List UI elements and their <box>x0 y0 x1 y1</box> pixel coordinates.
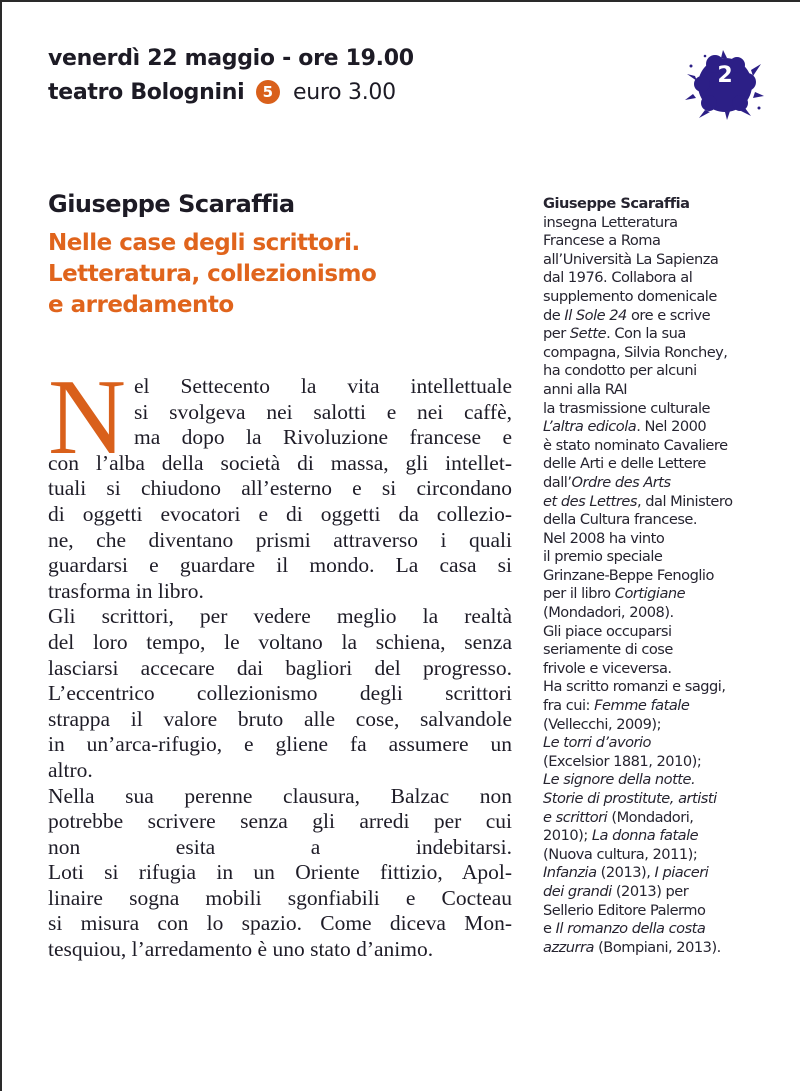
article-line: con l’alba della società di massa, gli intellet- <box>48 450 512 475</box>
bio-line <box>543 585 798 604</box>
author-name: Giuseppe Scaraffia <box>48 190 295 218</box>
talk-title-line: Nelle case degli scrittori. <box>48 230 360 256</box>
bio-line: dal 1976. Collabora al <box>543 269 693 287</box>
bio-line <box>543 325 798 344</box>
bio-text: (Bompiani, 2013). <box>593 938 721 956</box>
bio-line: (Mondadori, 2008). <box>543 604 674 622</box>
bio-text: dall’ <box>543 473 572 491</box>
bio-line: ha condotto per alcuni <box>543 362 697 380</box>
article-line: potrebbe scrivere senza gli arredi per cui <box>48 809 512 834</box>
article-line: trasforma in libro. <box>48 578 204 603</box>
bio-italic-title: dei grandi <box>543 882 612 900</box>
bio-italic-title: e scrittori <box>543 808 608 826</box>
article-line: tesquiou, l’arredamento è uno stato d’animo. <box>48 937 434 962</box>
article-line: in un’arca-rifugio, e gliene fa assumere un <box>48 732 512 757</box>
article-line: del loro tempo, le voltano la schiena, senza <box>48 629 512 654</box>
bio-line <box>543 697 798 716</box>
bio-line: è stato nominato Cavaliere <box>543 436 728 454</box>
bio-italic-title: Le torri d’avorio <box>543 734 651 752</box>
bio-text: , dal Ministero <box>636 492 733 510</box>
bio-italic-title: L’altra edicola <box>543 418 637 436</box>
article-line: si svolgeva nei salotti e nei caffè, <box>134 399 512 424</box>
bio-line: all’Università La Sapienza <box>543 250 719 268</box>
article-line: altro. <box>48 757 93 782</box>
bio-line: Gli piace occuparsi <box>543 622 672 640</box>
article-line: strappa il valore bruto alle cose, salvandole <box>48 706 512 731</box>
bio-line <box>543 864 798 883</box>
bio-line: Francese a Roma <box>543 232 661 250</box>
article-line: di oggetti evocatori e di oggetti da collezio- <box>48 501 512 526</box>
venue-number-badge: 5 <box>256 80 280 104</box>
bio-italic-title: Ordre des Arts <box>571 473 671 491</box>
bio-italic-title: et des Lettres <box>543 492 637 510</box>
bio-line <box>543 790 798 809</box>
bio-line: insegna Letteratura <box>543 213 678 231</box>
drop-cap: N <box>48 358 126 477</box>
bio-italic-title: La donna fatale <box>591 827 699 845</box>
article-line: tuali si chiudono all’esterno e si circondano <box>48 476 512 501</box>
bio-text: de <box>543 306 565 324</box>
bio-line <box>543 883 798 902</box>
event-header <box>48 42 414 110</box>
bio-line: frivole e viceversa. <box>543 659 672 677</box>
bio-line: delle Arti e delle Lettere <box>543 455 706 473</box>
bio-text: (2013) per <box>611 882 689 900</box>
bio-line: Grinzane-Beppe Fenoglio <box>543 566 714 584</box>
bio-line <box>543 493 798 512</box>
bio-line <box>543 474 798 493</box>
article-line: guardarsi e guardare il mondo. La casa si <box>48 553 512 578</box>
bio-italic-title: Storie di prostitute, artisti <box>543 790 717 807</box>
article-line: L’eccentrico collezionismo degli scrittori <box>48 681 512 706</box>
bio-italic-title: I piaceri <box>654 864 709 882</box>
bio-line <box>543 771 798 790</box>
article-body <box>48 358 512 963</box>
bio-text: fra cui: <box>543 697 595 715</box>
bio-text: e <box>543 920 556 938</box>
event-price: euro 3.00 <box>293 80 396 105</box>
bio-text: . Con la sua <box>606 325 686 343</box>
bio-line: Ha scritto romanzi e saggi, <box>543 678 726 696</box>
talk-title-line: e arredamento <box>48 292 234 318</box>
bio-line: il premio speciale <box>543 548 663 566</box>
bio-author-name: Giuseppe Scaraffia <box>543 195 690 212</box>
bio-line: (Vellecchi, 2009); <box>543 715 661 733</box>
bio-italic-title: Cortigiane <box>614 585 686 603</box>
bio-line: Sellerio Editore Palermo <box>543 901 706 919</box>
bio-line <box>543 307 798 326</box>
event-venue: teatro Bolognini <box>48 80 245 105</box>
bio-italic-title: azzurra <box>543 938 594 956</box>
author-bio <box>543 195 798 957</box>
bio-italic-title: Il romanzo della costa <box>555 920 706 938</box>
bio-line: (Excelsior 1881, 2010); <box>543 752 702 770</box>
bio-text: per <box>543 325 570 343</box>
bio-text: 2010); <box>543 827 592 845</box>
event-number: 2 <box>717 63 733 88</box>
bio-line: della Cultura francese. <box>543 511 698 529</box>
bio-line: la trasmissione culturale <box>543 399 711 417</box>
bio-text: (Mondadori, <box>607 808 694 826</box>
bio-text: ore e scrive <box>626 306 711 324</box>
event-venue-line <box>48 76 414 110</box>
bio-italic-title: Femme fatale <box>594 697 690 715</box>
bio-line: anni alla RAI <box>543 380 628 398</box>
bio-line: Nel 2008 ha vinto <box>543 529 665 547</box>
article-line: Loti si rifugia in un Oriente fittizio, Apol- <box>48 860 512 885</box>
bio-italic-title: Le signore della notte. <box>543 771 696 789</box>
article-line: ma dopo la Rivoluzione francese e <box>134 425 512 450</box>
bio-line: (Nuova cultura, 2011); <box>543 845 698 863</box>
event-date-time: venerdì 22 maggio - ore 19.00 <box>48 46 414 71</box>
article-line: non esita a indebitarsi. <box>48 834 512 859</box>
talk-title <box>48 228 508 321</box>
bio-text: . Nel 2000 <box>636 418 707 436</box>
article-line: lasciarsi accecare dai bagliori del progresso. <box>48 655 512 680</box>
bio-line <box>543 809 798 828</box>
bio-line: seriamente di cose <box>543 641 673 659</box>
bio-italic-title: Infanzia <box>543 864 597 882</box>
bio-italic-title: Il Sole 24 <box>564 306 627 324</box>
bio-text: (2013), <box>596 864 655 882</box>
article-line: ne, che diventano prismi attraverso i quali <box>48 527 512 552</box>
article-line: si misura con lo spazio. Come diceva Mon- <box>48 911 512 936</box>
article-line: el Settecento la vita intellettuale <box>134 374 512 398</box>
bio-line <box>543 920 798 939</box>
talk-title-line: Letteratura, collezionismo <box>48 261 377 287</box>
bio-text: per il libro <box>543 585 615 603</box>
bio-line <box>543 939 798 958</box>
bio-line <box>543 827 798 846</box>
bio-line: compagna, Silvia Ronchey, <box>543 343 728 361</box>
bio-italic-title: Sette <box>569 325 607 343</box>
article-line: Nella sua perenne clausura, Balzac non <box>48 783 512 808</box>
bio-line <box>543 734 798 753</box>
bio-line <box>543 418 798 437</box>
bio-line: supplemento domenicale <box>543 287 717 305</box>
article-line: Gli scrittori, per vedere meglio la realtà <box>48 604 512 629</box>
article-line: linaire sogna mobili sgonfiabili e Cocteau <box>48 885 512 910</box>
